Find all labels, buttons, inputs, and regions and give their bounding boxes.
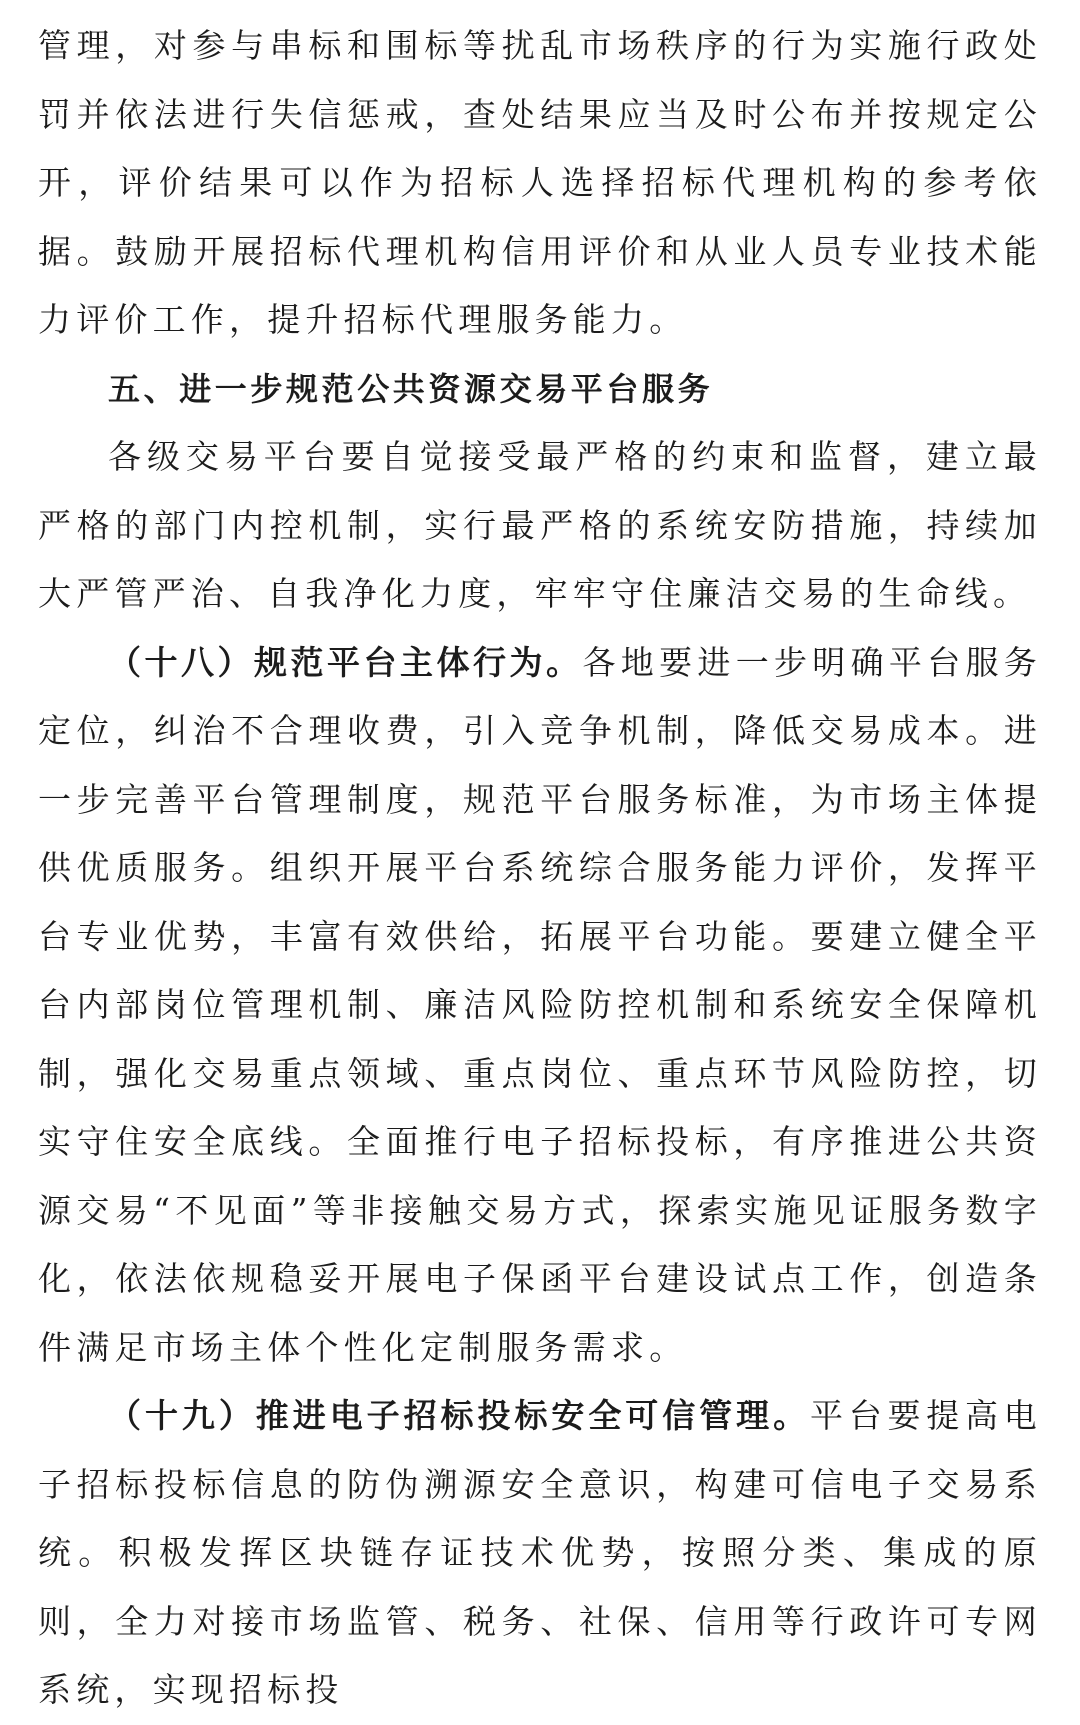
item-18-lead: （十八）规范平台主体行为。 — [108, 642, 583, 682]
item-19-paragraph — [38, 1382, 1042, 1725]
section-heading: 五、进一步规范公共资源交易平台服务 — [108, 369, 714, 408]
item-18-body: 各地要进一步明确平台服务定位，纠治不合理收费，引入竞争机制，降低交易成本。进一步完善平台管理制度，规范平台服务标准，为市场主体提供优质服务。组织开展平台系统综合服务能力评价，发挥平台专业优势，丰富有效供给，拓展平台功能。要建立健全平台内部岗位管理机制、廉洁风险防控机制和系统安全保障机制，强化交易重点领域、重点岗位、重点环节风险防控，切实守住安全底线。全面推行电子招标投标，有序推进公共资源交易“不见面”等非接触交易方式，探索实施见证服务数字化，依法依规稳妥开展电子保函平台建设试点工作，创造条件满足市场主体个性化定制服务需求。 — [38, 642, 1042, 1367]
item-19-lead: （十九）推进电子招标投标安全可信管理。 — [108, 1396, 811, 1435]
section-intro-paragraph: 各级交易平台要自觉接受最严格的约束和监督，建立最严格的部门内控机制，实行最严格的系统安防措施，持续加大严管严治、自我净化力度，牢牢守住廉洁交易的生命线。 — [38, 437, 1042, 613]
item-18-paragraph — [38, 629, 1042, 1383]
item-19-body: 平台要提高电子招标投标信息的防伪溯源安全意识，构建可信电子交易系统。积极发挥区块链存证技术优势，按照分类、集成的原则，全力对接市场监管、税务、社保、信用等行政许可专网系统，实现招标投 — [38, 1396, 1042, 1709]
continuation-paragraph: 管理，对参与串标和围标等扰乱市场秩序的行为实施行政处罚并依法进行失信惩戒，查处结果应当及时公布并按规定公开，评价结果可以作为招标人选择招标代理机构的参考依据。鼓励开展招标代理机构信用评价和从业人员专业技术能力评价工作，提升招标代理服务能力。 — [38, 26, 1042, 339]
